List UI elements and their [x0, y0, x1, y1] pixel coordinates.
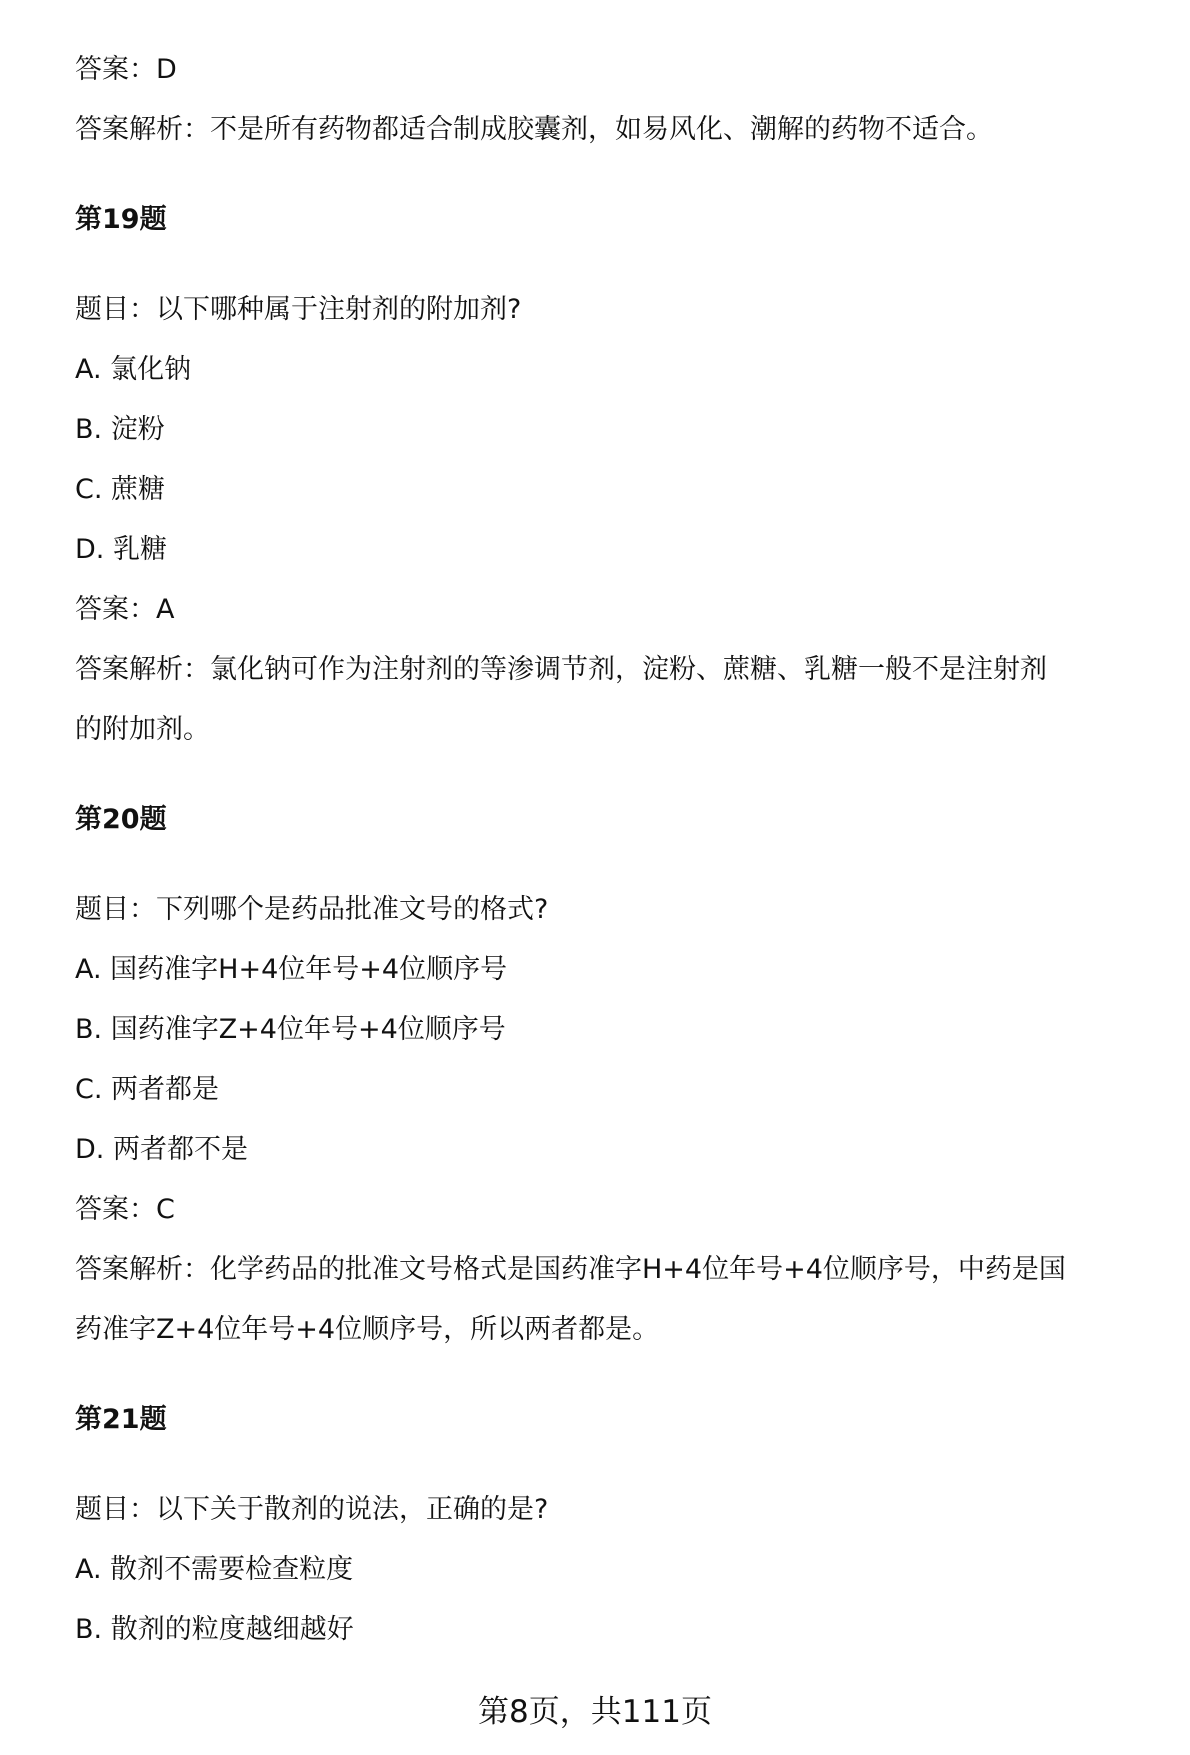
q19-answer: 答案：A: [75, 594, 175, 625]
q19-option-b: B. 淀粉: [75, 414, 165, 445]
q21-heading: 第21题: [75, 1404, 167, 1435]
page-number-footer: 第8页，共111页: [478, 1694, 712, 1730]
q19-option-d: D. 乳糖: [75, 534, 167, 565]
q20-heading: 第20题: [75, 804, 167, 835]
q20-option-a: A. 国药准字H+4位年号+4位顺序号: [75, 954, 508, 985]
q19-option-a: A. 氯化钠: [75, 354, 192, 385]
prev-answer: 答案：D: [75, 54, 177, 85]
q19-option-c: C. 蔗糖: [75, 474, 166, 505]
prev-explanation: 答案解析：不是所有药物都适合制成胶囊剂，如易风化、潮解的药物不适合。: [75, 114, 993, 145]
q20-option-c: C. 两者都是: [75, 1074, 220, 1105]
q20-option-d: D. 两者都不是: [75, 1134, 248, 1165]
q21-option-b: B. 散剂的粒度越细越好: [75, 1614, 354, 1645]
q20-answer: 答案：C: [75, 1194, 175, 1225]
q19-explanation-line-1: 答案解析：氯化钠可作为注射剂的等渗调节剂，淀粉、蔗糖、乳糖一般不是注射剂: [75, 654, 1047, 685]
q20-explanation-line-1: 答案解析：化学药品的批准文号格式是国药准字H+4位年号+4位顺序号，中药是国: [75, 1254, 1066, 1285]
q21-option-a: A. 散剂不需要检查粒度: [75, 1554, 354, 1585]
q19-question: 题目：以下哪种属于注射剂的附加剂?: [75, 294, 522, 325]
q19-heading: 第19题: [75, 204, 167, 235]
q20-question: 题目：下列哪个是药品批准文号的格式?: [75, 894, 549, 925]
q21-question: 题目：以下关于散剂的说法，正确的是?: [75, 1494, 549, 1525]
q19-explanation-line-2: 的附加剂。: [75, 714, 210, 745]
document-page: [75, 0, 1165, 1755]
q20-option-b: B. 国药准字Z+4位年号+4位顺序号: [75, 1014, 506, 1045]
q20-explanation-line-2: 药准字Z+4位年号+4位顺序号，所以两者都是。: [75, 1314, 660, 1345]
